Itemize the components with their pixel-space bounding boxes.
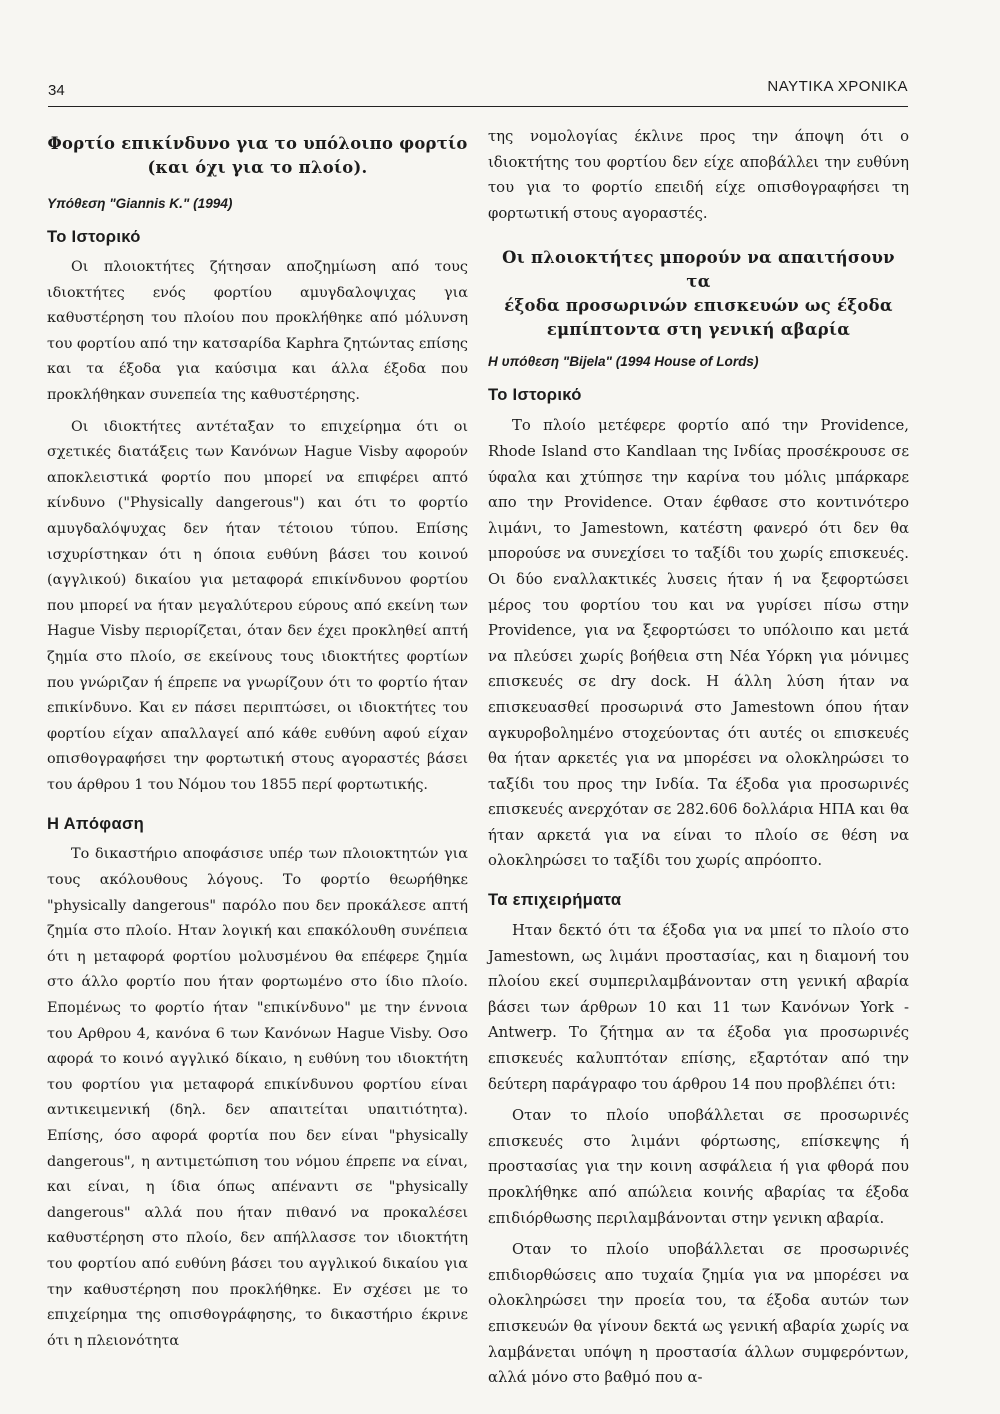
- article-title-line: Οι πλοιοκτήτες μπορούν να απαιτήσουν τα: [502, 248, 895, 292]
- paragraph: Οι πλοιοκτήτες ζήτησαν αποζημίωση από τους ιδιοκτήτες ενός φορτίου αμυγδαλοψιχας για καθυστέρηση του πλοίου που προκλήθηκε από μόλυνση του φορτίου από την κατσαρίδα Kaphra ζητώντας επίσης και τα έξοδα για καύσιμα και άλλα έξοδα που προκλήθηκαν συνεπεία της καθυστέρησης.: [47, 259, 468, 403]
- section-heading: Το Ιστορικό: [47, 227, 141, 246]
- section-heading: Η Απόφαση: [47, 814, 145, 834]
- section-heading: Τα επιχειρήματα: [488, 890, 622, 910]
- paragraph: Ηταν δεκτό ότι τα έξοδα για να μπεί το πλοίο στο Jamestown, ως λιμάνι προστασίας, και η διαμονή του πλοίου εκεί συμπεριλαμβάνονταν στη γενική αβαρία βάσει των άρθρων 10 και 11 των Κανόνων York - Antwerp. Το ζήτημα αν τα έξοδα για προσωρινές επισκευές καλυπτόταν επίσης, εξαρτόταν από την δεύτερη παράγραφο του άρθρου 14 που προβλέπει ότι:: [488, 922, 909, 1093]
- paragraph: Οταν το πλοίο υποβάλλεται σε προσωρινές επισκευές στο λιμάνι φόρτωσης, επίσκεψης ή προστασίας για την κοινη ασφάλεια ή για φθορά που προκλήθηκε από απώλεια κοινής αβαρίας τα έξοδα επιδιόρθωσης περιλαμβάνονται στην γενικη αβαρία.: [488, 1107, 909, 1227]
- case-reference: Υπόθεση "Giannis K." (1994): [47, 196, 233, 211]
- paragraph: Οταν το πλοίο υποβάλλεται σε προσωρινές επιδιορθώσεις απο τυχαία ζημία για να μπορέσει να ολοκληρώσει την προεία του, τα έξοδα αυτών των επισκευών θα γίνουν δεκτά ως γενική αβαρία χωρίς να λαμβάνεται υπόψη η προστασία άλλων συμφερόντων, αλλά μόνο στο βαθμό που α-: [488, 1241, 909, 1387]
- right-column: [488, 124, 909, 1397]
- journal-title: ΝΑΥΤΙΚΑ ΧΡΟΝΙΚΑ: [767, 78, 908, 95]
- section-heading: Το Ιστορικό: [488, 385, 582, 405]
- paragraph: Οι ιδιοκτήτες αντέταξαν το επιχείρημα ότι οι σχετικές διατάξεις των Κανόνων Hague Visby αφορούν αποκλειστικά φορτίο που μπορεί να επιφέρει απτό κίνδυνο ("Physically dangerous") και ότι το φορτίο αμυγδαλόψυχας δεν ήταν τέτοιου τύπου. Επίσης ισχυρίστηκαν ότι η όποια ευθύνη βάσει του κοινού (αγγλικού) δικαίου για μεταφορά επικίνδυνου φορτίου που μπορεί να ήταν μεγαλύτερου εύρους από εκείνη των Hague Visby περιορίζεται, όταν δεν έχει προκληθεί απτή ζημία στο πλοίο, σε εκείνους τους ιδιοκτήτες φορτίων που γνώριζαν ή έπρεπε να γνωρίζουν ότι το φορτίο ήταν επικίνδυνο. Και εν πάσει περιπτώσει, οι ιδιοκτήτες του φορτίου είχαν απαλλαγεί από κάθε ευθύνη αφού είχαν οπισθογραφήσει την φορτωτική στους αγοραστές βάσει του άρθρου 1 του Νόμου του 1855 περί φορτωτικής.: [47, 418, 468, 793]
- left-column: [47, 124, 468, 1360]
- article-title-line: Φορτίο επικίνδυνο για το υπόλοιπο φορτίο: [47, 134, 468, 153]
- paragraph: Το πλοίο μετέφερε φορτίο από την Providence, Rhode Island στο Kandlaan της Ινδίας προσέκρουσε σε ύφαλα και χτύπησε την καρίνα του μόλις μπάρκαρε απο την Providence. Οταν έφθασε στο κοντινότερο λιμάνι, το Jamestown, κατέστη φανερό ότι δεν θα μπορούσε να συνεχίσει το ταξίδι του χωρίς επισκευές. Οι δύο εναλλακτικές λυσεις ήταν ή να ξεφορτώσει μέρος του φορτίου του και να γυρίσει πίσω στην Providence, για να ξεφορτώσει το υπόλοιπο και μετά να πλεύσει χωρίς βοήθεια στη Νέα Υόρκη για μόνιμες επισκευές σε dry dock. Η άλλη λύση ήταν να επισκευασθεί προσωρινά στο Jamestown όπου ήταν αγκυροβολημένο στοχεύοντας ότι αυτές οι επισκευές θα ήταν αρκετές για να μπορέσει να ολοκληρώσει το ταξίδι του προς την Ινδία. Τα έξοδα για προσωρινές επισκευές ανερχόταν σε 282.606 δολλάρια ΗΠΑ και θα ήταν αρκετά για να είναι το πλοίο σε θέση να ολοκληρώσει το ταξίδι του χωρίς απρόοπτο.: [488, 417, 909, 870]
- article-title: [488, 246, 909, 342]
- case-reference: Η υπόθεση "Bijela" (1994 House of Lords): [488, 354, 759, 370]
- article-title-line: έξοδα προσωρινών επισκευών ως έξοδα: [504, 296, 893, 316]
- article-title-line: εμπίπτοντα στη γενική αβαρία: [546, 320, 851, 340]
- article-title: [47, 132, 468, 180]
- paragraph-continuation: της νομολογίας έκλινε προς την άποψη ότι ο ιδιοκτήτης του φορτίου δεν είχε αποβάλλει την ευθύνη του για το φορτίο επειδή είχε οπισθογραφήσει τη φορτωτική στους αγοραστές.: [488, 128, 909, 222]
- article-title-line: (και όχι για το πλοίο).: [147, 158, 368, 177]
- paragraph: Το δικαστήριο αποφάσισε υπέρ των πλοιοκτητών για τους ακόλουθους λόγους. Το φορτίο θεωρήθηκε "physically dangerous" παρόλο που δεν προκάλεσε απτή ζημία στο πλοίο. Ηταν λογική και επακόλουθη συνέπεια ότι η μεταφορά φορτίου μολυσμένου θα επέφερε ζημία στο άλλο φορτίο που ήταν φορτωμένο στο ίδιο πλοίο. Επομένως το φορτίο ήταν "επικίνδυνο" με την έννοια του Αρθρου 4, κανόνα 6 των Κανόνων Hague Visby. Οσο αφορά το κοινό αγγλικό δίκαιο, η ευθύνη του ιδιοκτήτη του φορτίου για μεταφορά επικίνδυνου φορτίου είναι αντικειμενική (δηλ. δεν απαιτείται υπαιτιότητα). Επίσης, όσο αφορά φορτία που δεν είναι "physically dangerous", η αντιμετώπιση του νόμου έπρεπε να είναι, και είναι, η ίδια όπως απέναντι σε "physically dangerous" αλλά που ήταν πιθανό να προκαλέσει καθυστέρηση στο πλοίο, δεν απήλλασσε τον ιδιοκτήτη του φορτίου από ευθύνη βάσει του αγγλικού δικαίου για την καθυστέρηση που προκλήθηκε. Εν σχέσει με το επιχείρημα της οπισθογράφησης, το δικαστήριο έκρινε ότι η πλειονότητα: [47, 846, 468, 1349]
- page-number: 34: [48, 82, 65, 99]
- page-header: [48, 76, 908, 107]
